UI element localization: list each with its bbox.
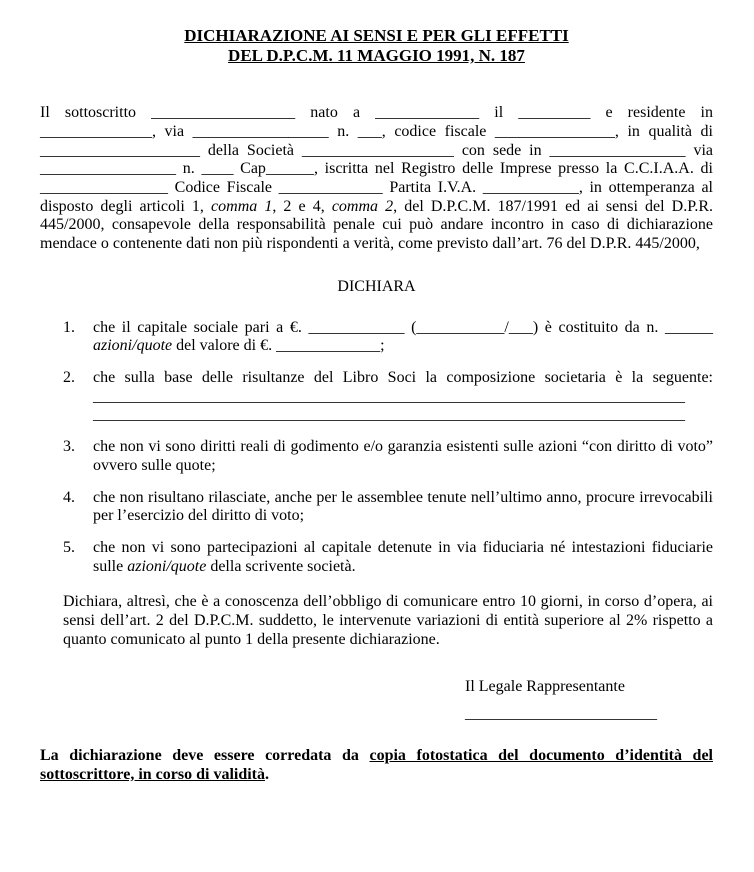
blank-field: _________________ [549, 141, 686, 159]
text-run: La dichiarazione deve essere corredata da [40, 747, 370, 765]
item-text [93, 369, 713, 425]
text-run: ( [404, 318, 417, 336]
blank-field: _________________ [192, 122, 329, 140]
item-number: 3. [63, 438, 75, 456]
text-run: n. [176, 160, 202, 178]
blank-field: ____________ [308, 318, 405, 336]
text-run: che sulla base delle risultanze del Libro Soci la composizione societaria è la seguente: [93, 369, 713, 386]
text-run: , 2 e 4, [272, 197, 332, 215]
item-text [93, 438, 713, 475]
text-run: , del D.P.C.M. 187/1991 ed ai sensi del D.P.R. 445/2000, consapevole della responsabilità penale cui può andare incontro in caso di dichiarazione mendace o contenente dati non più rispondenti a verità, come previsto dall’art. 76 del D.P.R. 445/2000, [40, 197, 714, 253]
text-run: / [504, 318, 509, 336]
text-run: , via [152, 122, 193, 140]
text-run: che non risultano rilasciate, anche per le assemblee tenute nell’ultimo anno, procure irrevocabili per l’esercizio del diritto di voto; [93, 488, 713, 525]
text-run: , codice fiscale [381, 122, 495, 140]
blank-field: ____ [201, 160, 234, 178]
blank-field: __________________________________________________________________________ [93, 387, 685, 405]
dichiara-heading: DICHIARA [337, 277, 416, 295]
text-run: comma 2 [331, 197, 394, 215]
text-run: che il capitale sociale pari a €. [93, 318, 309, 336]
text-run: che non vi sono partecipazioni al capitale detenute in via fiduciaria né intestazioni fiduciarie sulle [93, 539, 713, 575]
blank-field: _____________ [278, 178, 383, 196]
text-run: , in qualità di [614, 122, 714, 140]
blank-field: ___________ [416, 318, 505, 336]
text-run: azioni/quote [127, 557, 207, 575]
text-run: Il sottoscritto [40, 104, 152, 122]
list-item-2 [40, 369, 713, 425]
text-run: e residente in [590, 104, 714, 122]
text-run: ) è costituito da n. [532, 318, 665, 336]
item-text [93, 319, 713, 356]
item-number: 1. [63, 318, 75, 336]
blank-field: ___ [508, 318, 533, 336]
item-number: 4. [63, 488, 75, 506]
blank-field: __________________________________________________________________________ [93, 406, 685, 424]
text-run: ; [380, 337, 385, 355]
list-item-5 [40, 539, 713, 576]
blank-field: _________ [518, 104, 591, 122]
item-number: 2. [63, 369, 75, 386]
footer-note [40, 747, 713, 784]
item-text [93, 539, 713, 576]
list-item-4 [40, 489, 713, 526]
document-title-row1 [40, 26, 713, 46]
text-run: Cap [233, 160, 266, 178]
blank-field: _____________ [375, 104, 480, 122]
list-item-3 [40, 438, 713, 475]
text-run: il [479, 104, 519, 122]
blank-field: ______________ [40, 122, 152, 140]
document-title-row2 [40, 46, 713, 66]
text-run: della Società [200, 141, 302, 159]
text-run: , in ottemperanza al disposto degli articoli 1, [40, 178, 713, 215]
signature-block [465, 678, 713, 724]
list-item-1 [40, 319, 713, 356]
text-run: , iscritta nel Registro delle Imprese presso la C.C.I.A.A. di [313, 160, 713, 178]
blank-field: __________________ [151, 104, 296, 122]
text-run: comma 1 [211, 197, 273, 215]
closing-paragraph [63, 593, 713, 649]
signature-line: ________________________ [465, 705, 657, 723]
text-run: che non vi sono diritti reali di godimento e/o garanzia esistenti sulle azioni “con diritto di voto” ovvero sulle quote; [93, 438, 713, 474]
blank-field: _________________ [40, 160, 176, 178]
blank-field: ___ [357, 122, 382, 140]
declaration-list [40, 319, 713, 577]
text-run: Partita I.V.A. [382, 178, 483, 196]
signature-label: Il Legale Rappresentante [465, 677, 625, 695]
text-run: n. [328, 122, 358, 140]
text-run: con sede in [453, 141, 550, 159]
document-title [40, 26, 713, 66]
blank-field: _______________ [494, 122, 615, 140]
intro-paragraph [40, 104, 713, 254]
blank-field: ______ [665, 318, 713, 336]
blank-field: ________________ [40, 178, 168, 196]
blank-field: ______ [265, 160, 314, 178]
text-run: Dichiara, altresì, che è a conoscenza dell’obbligo di comunicare entro 10 giorni, in corso d’opera, ai sensi dell’art. 2 del D.P.C.M. suddetto, le intervenute variazioni di entità superiore al 2% rispetto a quanto comunicato al punto 1 della presente dichiarazione. [63, 593, 713, 648]
document-title-line2: DEL D.P.C.M. 11 MAGGIO 1991, N. 187 [228, 46, 525, 66]
text-run: copia fotostatica del documento d’identità del sottoscrittore, in corso di validità [40, 747, 713, 783]
blank-field: ____________________ [40, 141, 200, 159]
item-number: 5. [63, 539, 75, 557]
blank-field: ____________ [482, 178, 579, 196]
text-run: azioni/quote [93, 337, 173, 355]
document-title-line1: DICHIARAZIONE AI SENSI E PER GLI EFFETTI [184, 26, 569, 45]
blank-field: ___________________ [301, 141, 454, 159]
text-run: nato a [295, 104, 376, 122]
text-run: via [685, 141, 714, 159]
text-run: . [265, 765, 270, 783]
text-run: della scrivente società. [206, 557, 356, 575]
text-run: Codice Fiscale [168, 178, 279, 196]
blank-field: _____________ [276, 337, 381, 355]
item-text [93, 489, 713, 526]
text-run: del valore di €. [172, 337, 277, 355]
